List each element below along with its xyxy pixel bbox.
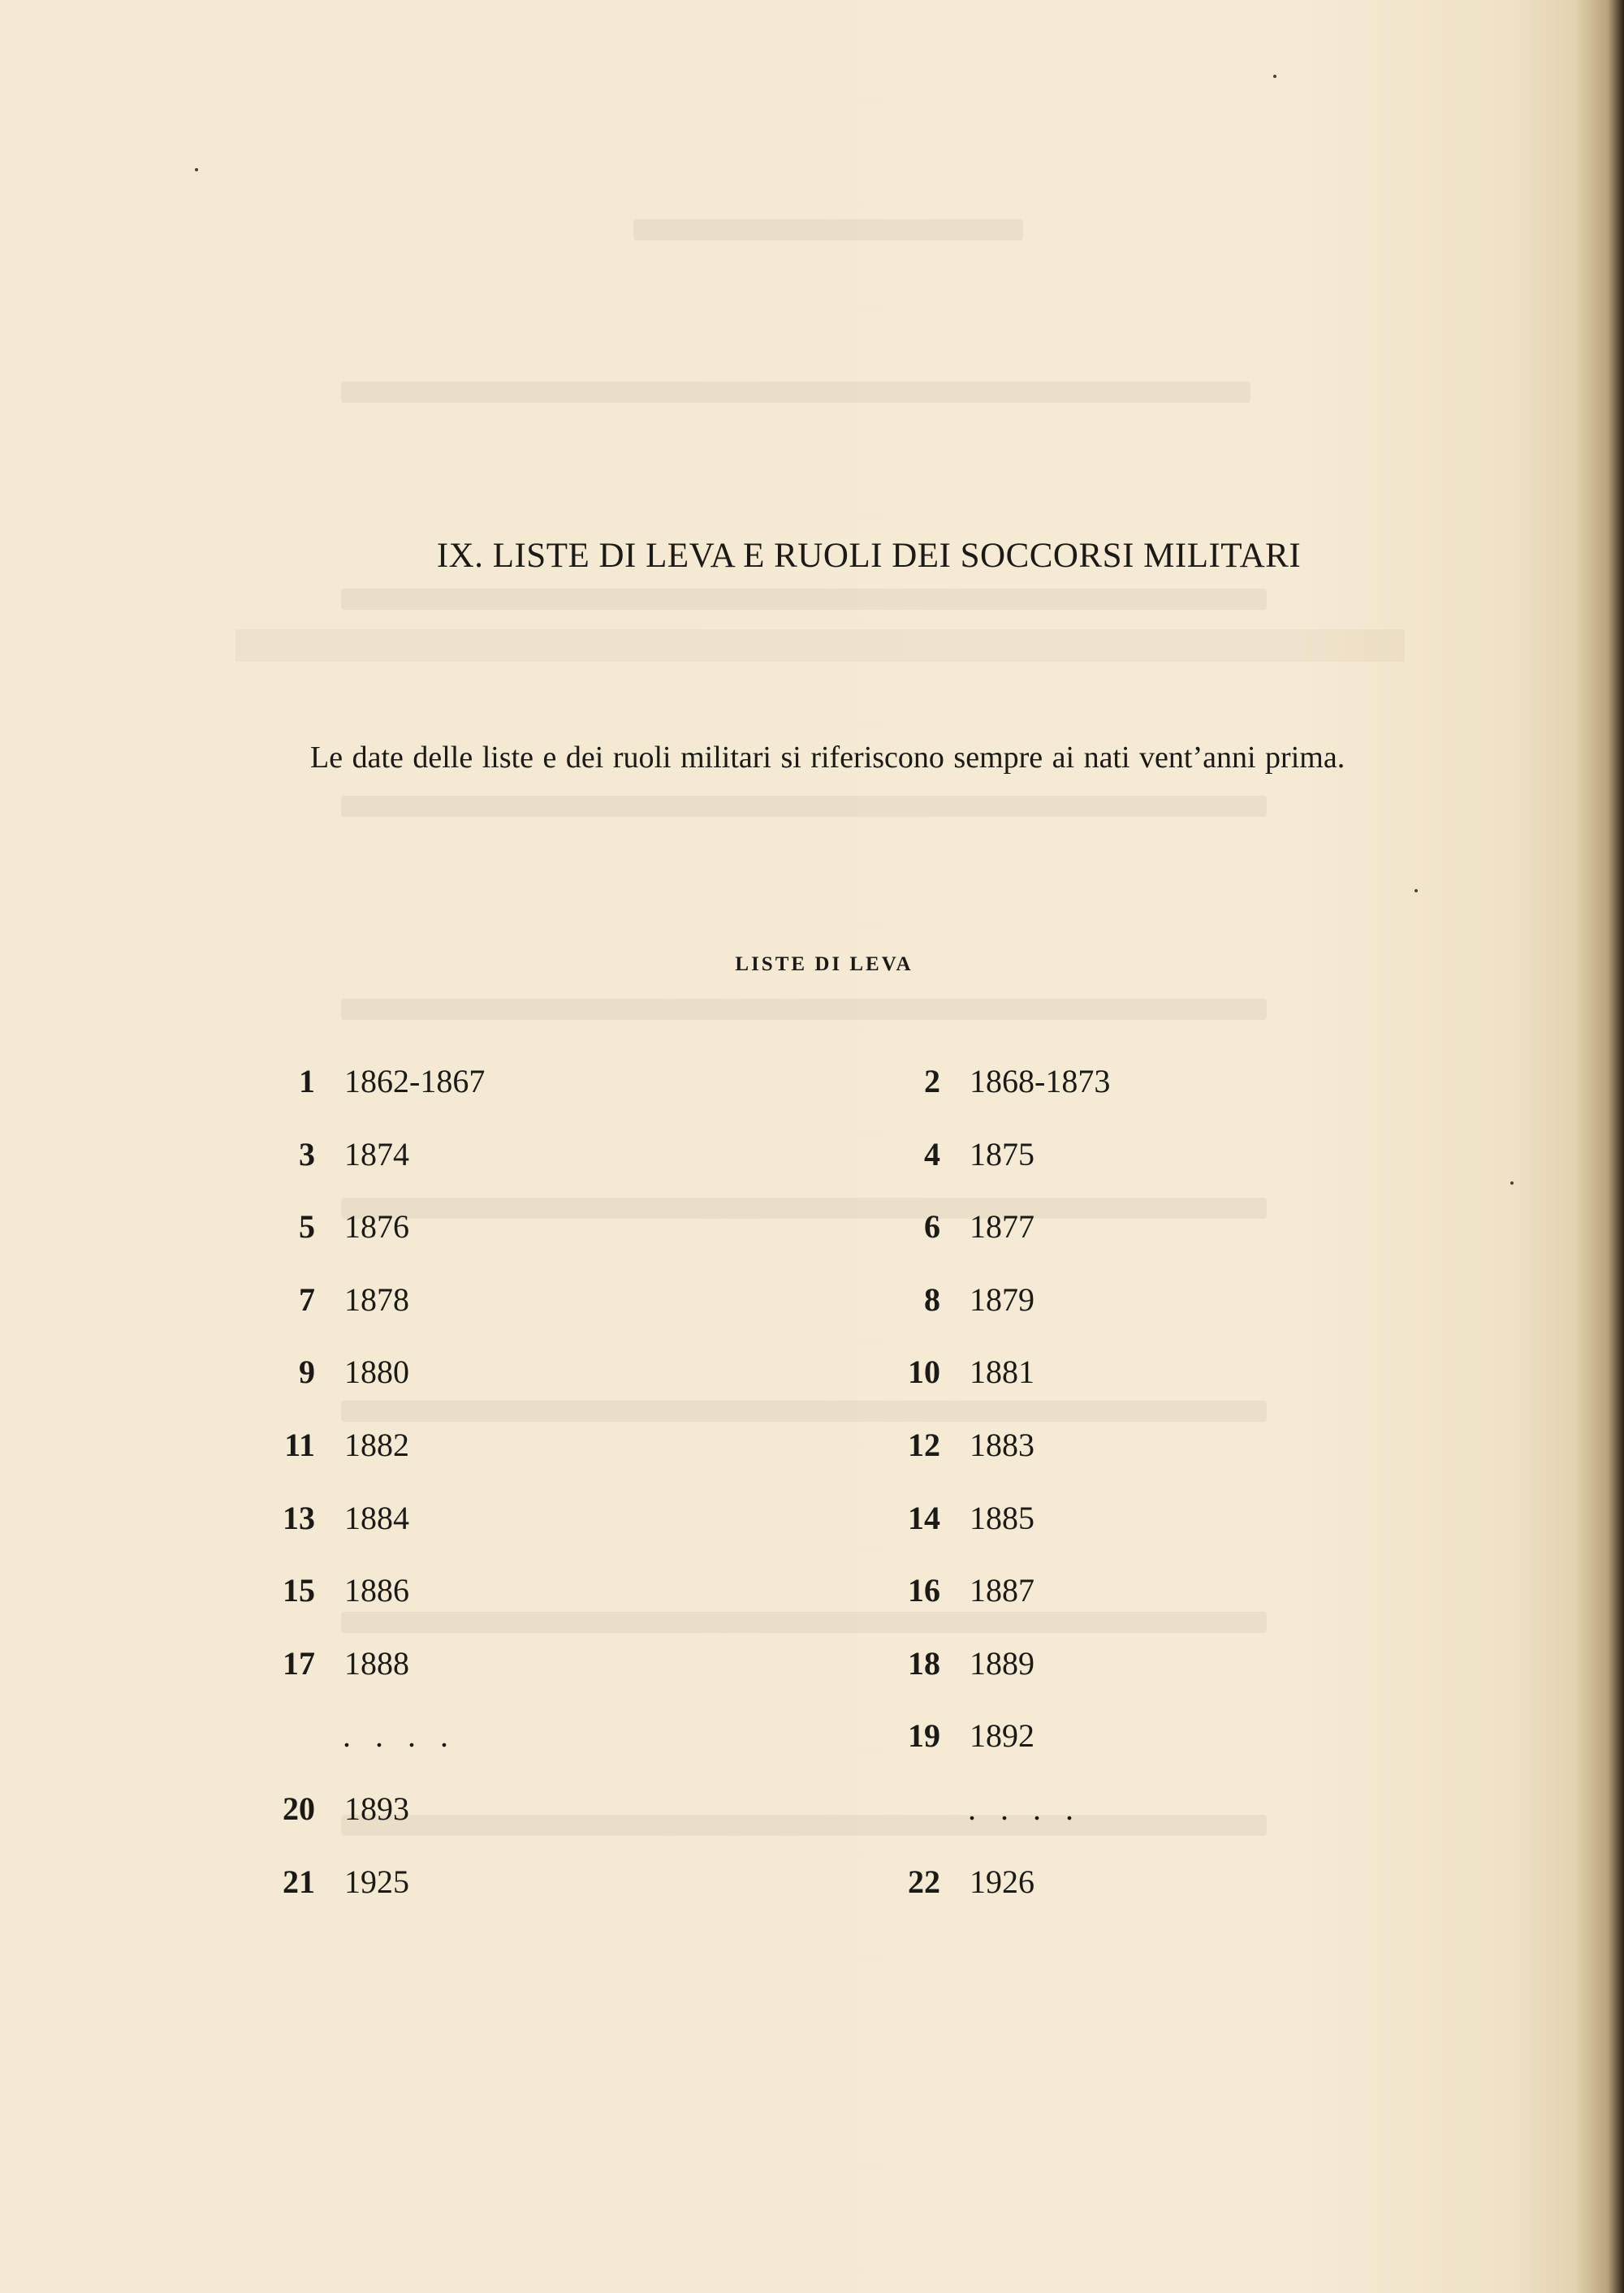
list-item [869, 1353, 1324, 1426]
entry-number: 16 [908, 1572, 940, 1609]
entry-year: 1884 [344, 1499, 409, 1536]
show-through-line [341, 382, 1250, 403]
entry-number: 15 [283, 1572, 315, 1609]
entry-year: 1879 [970, 1280, 1034, 1318]
intro-paragraph: Le date delle liste e dei ruoli militari si riferiscono sempre ai nati vent’anni prima. [310, 741, 1345, 775]
paper-speck [1415, 889, 1418, 892]
entry-number: 7 [299, 1280, 315, 1318]
entry-number: 11 [284, 1426, 315, 1463]
list-item-gap [244, 1717, 698, 1790]
entry-number: 3 [299, 1135, 315, 1172]
entries-right-column [869, 1062, 1324, 1935]
list-item [869, 1499, 1324, 1572]
list-item [244, 1644, 698, 1717]
entry-number: 13 [283, 1499, 315, 1536]
entry-number: 9 [299, 1354, 315, 1391]
entry-number: 2 [924, 1063, 940, 1099]
entry-number: 10 [908, 1354, 940, 1391]
entries-left-column [244, 1062, 698, 1935]
paper-speck [1510, 1181, 1514, 1185]
entry-number: 5 [299, 1208, 315, 1246]
entry-year: 1883 [970, 1426, 1034, 1463]
entry-year: 1887 [970, 1572, 1034, 1609]
paper-speck [195, 168, 198, 171]
entry-year: 1886 [344, 1572, 409, 1609]
entry-year: 1889 [970, 1644, 1034, 1682]
list-item [244, 1135, 698, 1208]
list-item [244, 1863, 698, 1936]
chapter-title: IX. LISTE DI LEVA E RUOLI DEI SOCCORSI MILITARI [436, 537, 1302, 575]
entry-number: 21 [283, 1863, 315, 1900]
section-heading: LISTE DI LEVA [735, 953, 914, 975]
list-item [869, 1280, 1324, 1354]
entry-number: 12 [908, 1426, 940, 1463]
paper-speck [1273, 75, 1276, 78]
list-item [869, 1571, 1324, 1644]
entry-year: 1881 [970, 1354, 1034, 1391]
list-item [244, 1571, 698, 1644]
list-item [869, 1717, 1324, 1790]
entry-number: 6 [924, 1208, 940, 1246]
entry-year: 1885 [970, 1499, 1034, 1536]
show-through-band [235, 629, 1405, 662]
entry-year: 1868-1873 [970, 1063, 1111, 1099]
entry-year: 1892 [970, 1717, 1034, 1755]
list-item [244, 1280, 698, 1354]
entry-number: 17 [283, 1644, 315, 1682]
show-through-line [341, 589, 1267, 610]
entry-number: 22 [908, 1863, 940, 1900]
entry-year: 1862-1867 [344, 1063, 486, 1099]
entry-number: 1 [299, 1063, 315, 1099]
entry-number: 8 [924, 1280, 940, 1318]
entry-number: 19 [908, 1717, 940, 1755]
entry-year: 1893 [344, 1790, 409, 1827]
list-item [244, 1426, 698, 1499]
entry-year: 1874 [344, 1135, 409, 1172]
entry-year: 1878 [344, 1280, 409, 1318]
entry-number: 18 [908, 1644, 940, 1682]
list-item [244, 1207, 698, 1280]
list-item [869, 1644, 1324, 1717]
entry-number: 14 [908, 1499, 940, 1536]
list-item [244, 1790, 698, 1863]
list-item [869, 1135, 1324, 1208]
list-item [244, 1499, 698, 1572]
entry-year: 1925 [344, 1863, 409, 1900]
entry-number: 20 [283, 1790, 315, 1827]
entry-year: 1888 [344, 1644, 409, 1682]
list-item [869, 1426, 1324, 1499]
list-item [244, 1353, 698, 1426]
list-item [244, 1062, 698, 1135]
list-item [869, 1062, 1324, 1135]
show-through-line [341, 796, 1267, 817]
entry-year: 1880 [344, 1354, 409, 1391]
show-through-line [633, 219, 1023, 240]
entry-year: 1926 [970, 1863, 1034, 1900]
show-through-line [341, 999, 1267, 1020]
ellipsis-marker: . . . . [968, 1790, 1082, 1827]
entry-number: 4 [924, 1135, 940, 1172]
entry-year: 1882 [344, 1426, 409, 1463]
ellipsis-marker: . . . . [343, 1717, 456, 1755]
list-item-gap [869, 1790, 1324, 1863]
entry-year: 1877 [970, 1208, 1034, 1246]
list-item [869, 1207, 1324, 1280]
entry-year: 1876 [344, 1208, 409, 1246]
entry-year: 1875 [970, 1135, 1034, 1172]
list-item [869, 1863, 1324, 1936]
